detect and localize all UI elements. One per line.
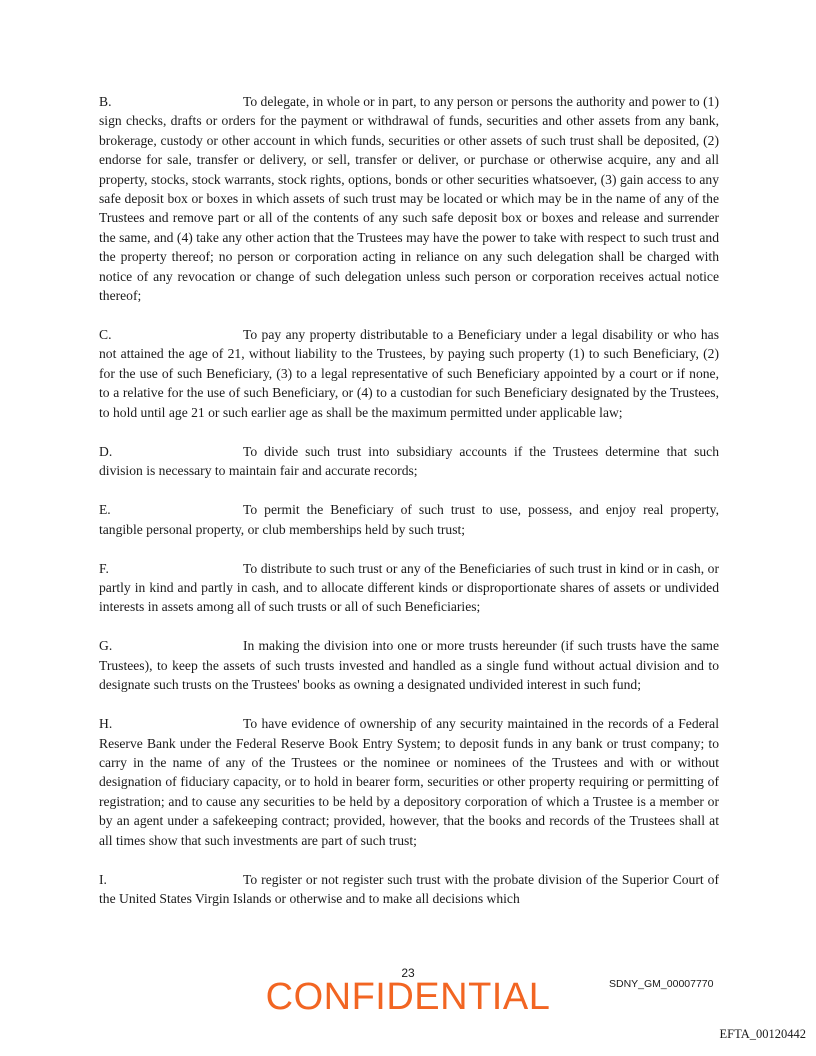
paragraph-h [99, 714, 719, 850]
paragraph-letter: H. [99, 716, 113, 732]
bates-number: SDNY_GM_00007770 [609, 978, 714, 990]
paragraph-f [99, 559, 719, 617]
paragraph-d [99, 442, 719, 481]
efta-number: EFTA_00120442 [719, 1027, 806, 1041]
paragraph-b [99, 92, 719, 305]
paragraph-text: To pay any property distributable to a Beneficiary under a legal disability or who has not attained the age of 21, without liability to the Trustees, by paying such property (1) to such Beneficiary, (2) for the use of such Beneficiary, (3) to a legal representative of such Beneficiary appointed by a court or if none, to a relative for the use of such Beneficiary, or (4) to a custodian for such Beneficiary designated by the Trustees, to hold until age 21 or such earlier age as shall be the maximum permitted under applicable law; [99, 327, 719, 420]
paragraph-text: To divide such trust into subsidiary accounts if the Trustees determine that such division is necessary to maintain fair and accurate records; [99, 443, 719, 479]
paragraph-text: To permit the Beneficiary of such trust to use, possess, and enjoy real property, tangible personal property, or club memberships held by such trust; [99, 502, 719, 537]
document-body [99, 92, 719, 928]
paragraph-letter: B. [99, 94, 112, 109]
paragraph-letter: E. [99, 502, 111, 518]
paragraph-i [99, 870, 719, 909]
paragraph-text: To have evidence of ownership of any security maintained in the records of a Federal Reserve Bank under the Federal Reserve Book Entry System; to deposit funds in any bank or trust company; to carry in the name of any of the Trustees or the nominee or nominees of the Trustees and with or without designation of fiduciary capacity, or to hold in bearer form, securities or other property requiring or permitting of registration; and to cause any securities to be held by a depository corporation of which a Trustee is a member or by an agent under a safekeeping contract; provided, however, that the books and records of the Trustees shall at all times show that such investments are part of such trust; [99, 716, 719, 848]
page-number: 23 [401, 966, 415, 980]
paragraph-text: To distribute to such trust or any of the Beneficiaries of such trust in kind or in cash, or partly in kind and partly in cash, and to allocate different kinds or disproportionate shares of assets or undivided interests in assets among all of such trusts or all of such Beneficiaries; [99, 560, 719, 615]
paragraph-text: To delegate, in whole or in part, to any person or persons the authority and power to (1) sign checks, drafts or orders for the payment or withdrawal of funds, securities and other assets from any bank, brokerage, custody or other account in which funds, securities or other assets of such trust shall be deposited, (2) endorse for sale, transfer or delivery, or sell, transfer or deliver, or purchase or otherwise acquire, any and all property, stocks, stock warrants, stock rights, options, bonds or other securities whatsoever, (3) gain access to any safe deposit box or boxes in which assets of such trust may be located or which may be in the name of any of the Trustees and remove part or all of the contents of any such safe deposit box or boxes and release and surrender the same, and (4) take any other action that the Trustees may have the power to take with respect to such trust and the property thereof; no person or corporation acting in reliance on any such delegation shall be charged with notice of any revocation or change of such delegation unless such person or corporation receives actual notice thereof; [99, 94, 719, 304]
confidential-stamp: CONFIDENTIAL [265, 976, 551, 1018]
paragraph-letter: F. [99, 560, 109, 576]
paragraph-letter: D. [99, 443, 113, 459]
paragraph-letter: C. [99, 327, 112, 343]
paragraph-text: To register or not register such trust with the probate division of the Superior Court of the United States Virgin Islands or otherwise and to make all decisions which [99, 871, 719, 906]
paragraph-c [99, 325, 719, 422]
paragraph-letter: I. [99, 871, 107, 887]
paragraph-e [99, 500, 719, 539]
paragraph-letter: G. [99, 638, 113, 654]
paragraph-g [99, 636, 719, 694]
paragraph-text: In making the division into one or more trusts hereunder (if such trusts have the same Trustees), to keep the assets of such trusts invested and handled as a single fund without actual division and to designate such trusts on the Trustees' books as owning a designated undivided interest in such fund; [99, 638, 719, 693]
